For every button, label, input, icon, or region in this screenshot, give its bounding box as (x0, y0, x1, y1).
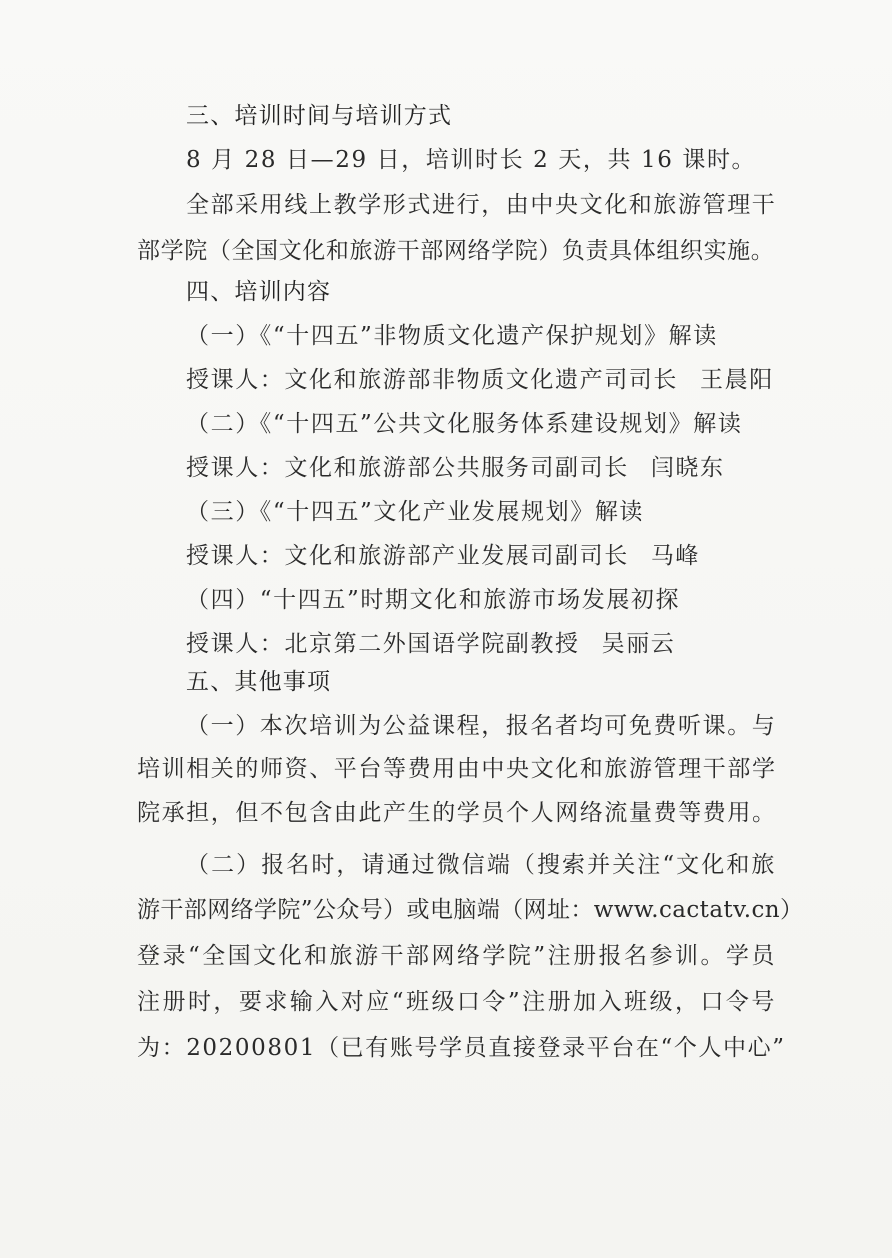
lecturer-role: 授课人：文化和旅游部公共服务司副司长 (186, 455, 629, 481)
section-5-paragraph-2-line-5: 为：20200801（已有账号学员直接登录平台在“个人中心” (137, 1035, 786, 1061)
section-3-paragraph-1: 8 月 28 日—29 日，培训时长 2 天，共 16 课时。 (186, 147, 757, 173)
section-3-paragraph-2-line-2: 部学院（全国文化和旅游干部网络学院）负责具体组织实施。 (137, 238, 774, 264)
section-3-heading: 三、培训时间与培训方式 (186, 103, 453, 129)
lecturer-name: 王晨阳 (700, 367, 774, 393)
lecturer-name: 闫晓东 (650, 455, 725, 481)
lecturer-role: 授课人：文化和旅游部产业发展司副司长 (186, 543, 629, 569)
lecturer-role: 授课人：北京第二外国语学院副教授 (186, 631, 580, 657)
section-5-paragraph-2-line-3: 登录“全国文化和旅游干部网络学院”注册报名参训。学员 (137, 943, 776, 969)
section-5-paragraph-2-line-4: 注册时，要求输入对应“班级口令”注册加入班级，口令号 (137, 989, 776, 1015)
section-5-paragraph-2-line-1: （二）报名时，请通过微信端（搜索并关注“文化和旅 (186, 852, 776, 878)
lecturer-role: 授课人：文化和旅游部非物质文化遗产司司长 (186, 367, 678, 393)
training-item-3-lecturer (186, 540, 700, 572)
section-5-paragraph-2-line-2: 游干部网络学院”公众号）或电脑端（网址：www.cactatv.cn） (137, 897, 804, 923)
section-3-paragraph-2-line-1: 全部采用线上教学形式进行，由中央文化和旅游管理干 (186, 192, 777, 218)
training-item-2-title: （二）《“十四五”公共文化服务体系建设规划》解读 (186, 411, 743, 437)
section-5-heading: 五、其他事项 (186, 669, 332, 695)
lecturer-name: 马峰 (650, 543, 701, 569)
section-5-paragraph-1-line-1: （一）本次培训为公益课程，报名者均可免费听课。与 (186, 713, 777, 739)
training-item-3-title: （三）《“十四五”文化产业发展规划》解读 (186, 499, 645, 525)
section-5-paragraph-1-line-3: 院承担，但不包含由此产生的学员个人网络流量费等费用。 (137, 800, 777, 826)
training-item-2-lecturer (186, 452, 725, 484)
section-5-paragraph-1-line-2: 培训相关的师资、平台等费用由中央文化和旅游管理干部学 (137, 756, 777, 782)
training-item-1-lecturer (186, 364, 774, 396)
training-item-4-lecturer (186, 628, 675, 660)
lecturer-name: 吴丽云 (601, 631, 676, 657)
training-item-4-title: （四）“十四五”时期文化和旅游市场发展初探 (186, 587, 681, 613)
section-4-heading: 四、培训内容 (186, 279, 332, 305)
training-item-1-title: （一）《“十四五”非物质文化遗产保护规划》解读 (186, 323, 718, 349)
